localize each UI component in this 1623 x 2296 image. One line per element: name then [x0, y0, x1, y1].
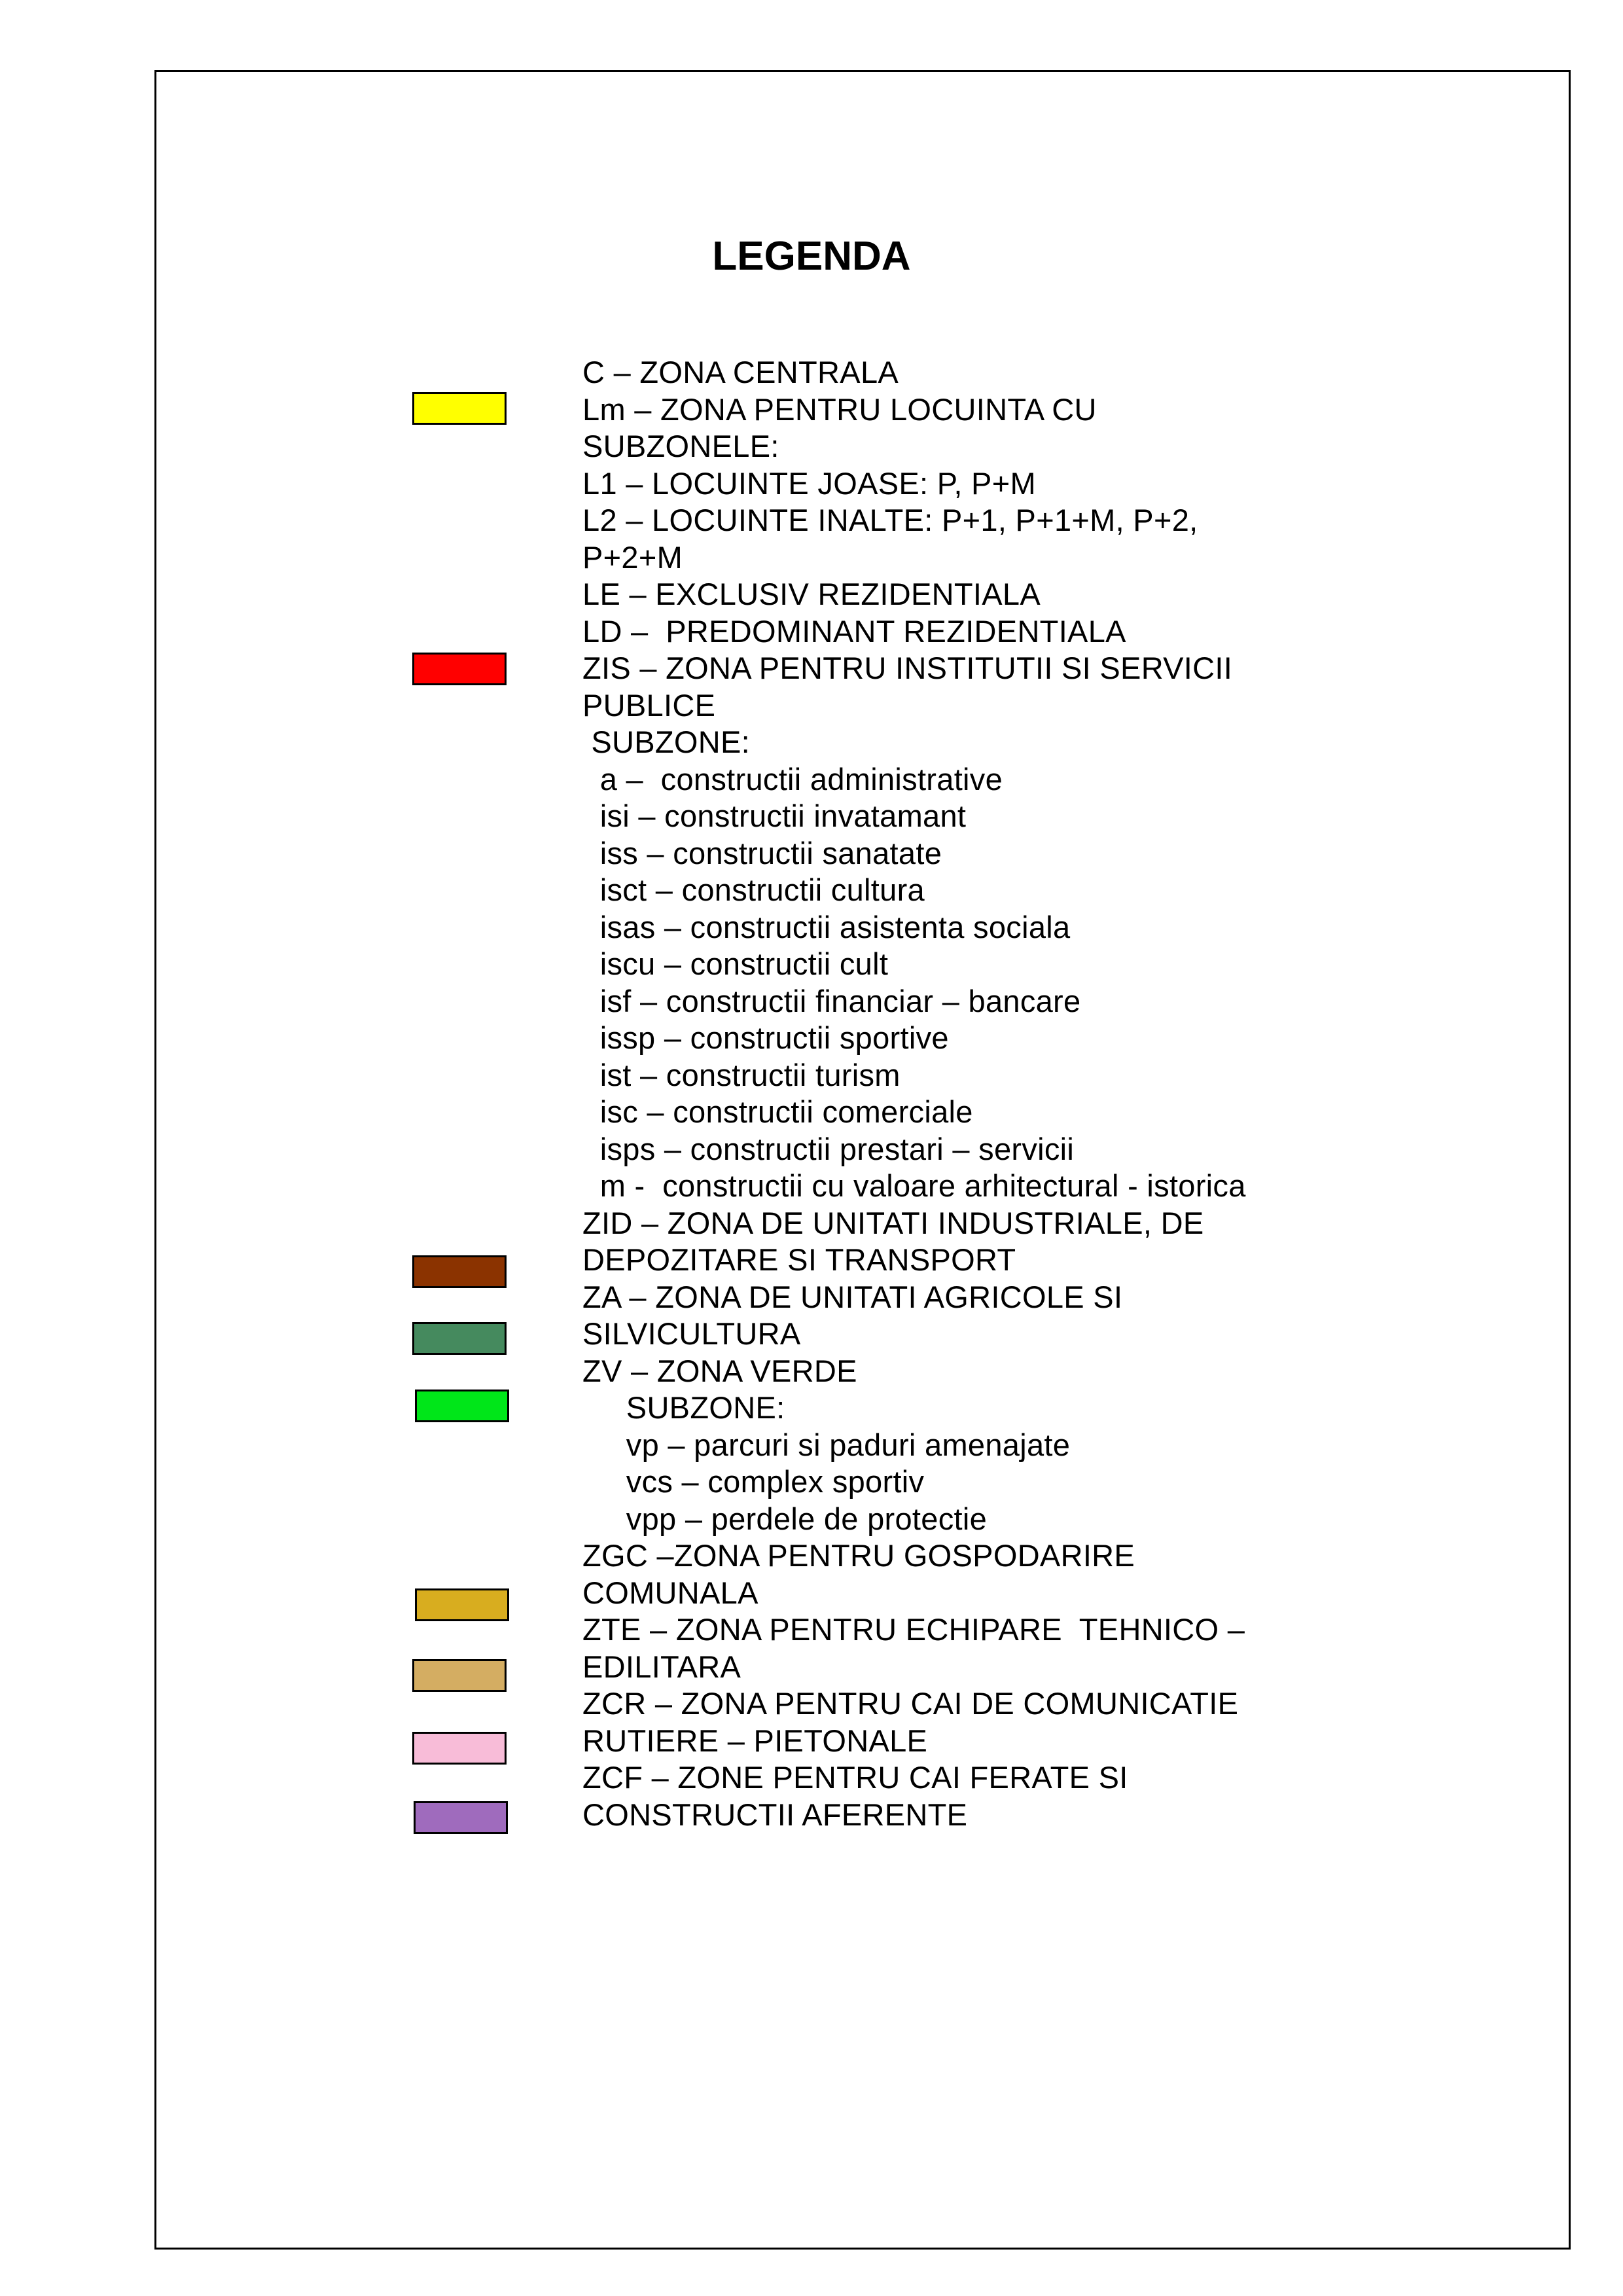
- swatch-zcr: [412, 1732, 507, 1765]
- legend-line: ZCR – ZONA PENTRU CAI DE COMUNICATIE: [582, 1686, 1239, 1721]
- legend-line: isf – constructii financiar – bancare: [582, 983, 1081, 1018]
- legend-line: vcs – complex sportiv: [582, 1464, 925, 1499]
- legend-line: PUBLICE: [582, 687, 716, 723]
- legend-line: ZV – ZONA VERDE: [582, 1353, 857, 1388]
- legend-line: P+2+M: [582, 539, 683, 575]
- legend-line: SUBZONE:: [582, 725, 751, 759]
- swatch-zv: [415, 1390, 509, 1422]
- swatch-za: [412, 1322, 507, 1355]
- legend-line: CONSTRUCTII AFERENTE: [582, 1797, 968, 1832]
- legend-line: issp – constructii sportive: [582, 1020, 949, 1055]
- legend-line: LD – PREDOMINANT REZIDENTIALA: [582, 613, 1126, 649]
- legend-line: SUBZONELE:: [582, 429, 779, 463]
- legend-line: ZGC –ZONA PENTRU GOSPODARIRE: [582, 1538, 1135, 1573]
- legend-line: ZA – ZONA DE UNITATI AGRICOLE SI: [582, 1279, 1123, 1314]
- legend-line: L1 – LOCUINTE JOASE: P, P+M: [582, 465, 1036, 501]
- legend-line: ZIS – ZONA PENTRU INSTITUTII SI SERVICII: [582, 651, 1233, 685]
- legend-line: vp – parcuri si paduri amenajate: [582, 1427, 1071, 1462]
- legend-line: vpp – perdele de protectie: [582, 1501, 988, 1536]
- legend-line: SUBZONE:: [582, 1390, 785, 1425]
- legend-line: a – constructii administrative: [582, 761, 1003, 797]
- legend-line: Lm – ZONA PENTRU LOCUINTA CU: [582, 391, 1097, 427]
- legend-line: EDILITARA: [582, 1649, 741, 1684]
- legend-line: isc – constructii comerciale: [582, 1094, 973, 1129]
- legend-line: LE – EXCLUSIV REZIDENTIALA: [582, 577, 1041, 611]
- legend-line: DEPOZITARE SI TRANSPORT: [582, 1242, 1016, 1277]
- legend-line: m - constructii cu valoare arhitectural - istorica: [582, 1168, 1246, 1203]
- legend-line: COMUNALA: [582, 1575, 758, 1610]
- legend-line: RUTIERE – PIETONALE: [582, 1723, 928, 1758]
- legend-line: L2 – LOCUINTE INALTE: P+1, P+1+M, P+2,: [582, 503, 1198, 537]
- legend-line: isps – constructii prestari – servicii: [582, 1131, 1075, 1166]
- swatch-zgc: [415, 1588, 509, 1621]
- legend-line: ist – constructii turism: [582, 1057, 901, 1092]
- legend-line: SILVICULTURA: [582, 1316, 801, 1351]
- legend-line: ZCF – ZONE PENTRU CAI FERATE SI: [582, 1760, 1128, 1795]
- legend-line: isi – constructii invatamant: [582, 798, 967, 833]
- legend-line: isct – constructii cultura: [582, 872, 925, 907]
- swatch-zcf: [414, 1801, 508, 1834]
- swatch-zid: [412, 1255, 507, 1288]
- swatch-lm: [412, 392, 507, 425]
- legend-line: ZID – ZONA DE UNITATI INDUSTRIALE, DE: [582, 1205, 1204, 1240]
- legend-line: isas – constructii asistenta sociala: [582, 909, 1071, 944]
- legend-line: C – ZONA CENTRALA: [582, 355, 899, 389]
- legend-line: iss – constructii sanatate: [582, 835, 942, 870]
- legend-text-list: [582, 354, 1246, 1833]
- legend-line: ZTE – ZONA PENTRU ECHIPARE TEHNICO –: [582, 1612, 1245, 1647]
- swatch-zte: [412, 1659, 507, 1692]
- legend-title: LEGENDA: [712, 234, 911, 279]
- legend-line: iscu – constructii cult: [582, 946, 889, 981]
- swatch-zis: [412, 653, 507, 685]
